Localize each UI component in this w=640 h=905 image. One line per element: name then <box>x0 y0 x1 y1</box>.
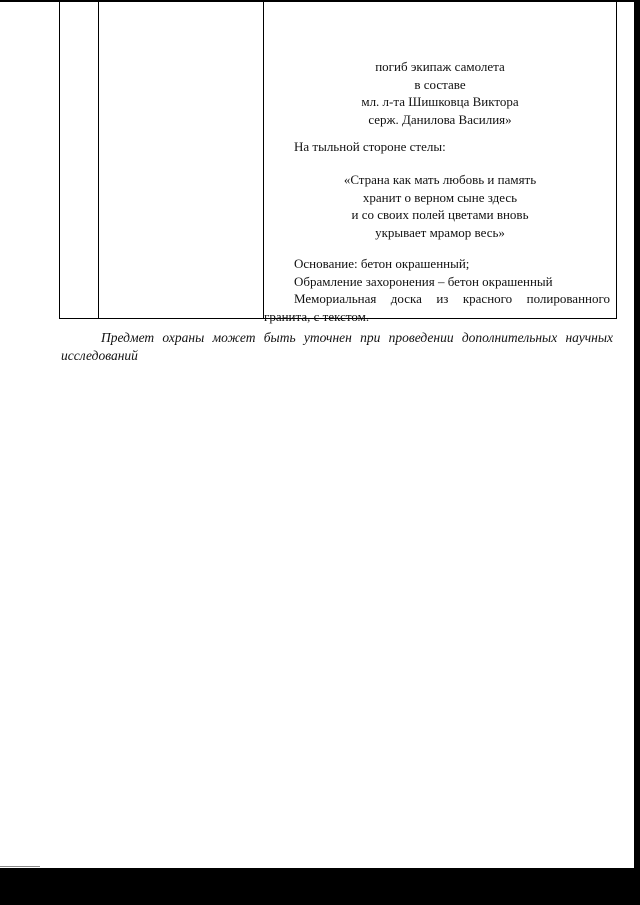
plaque-description-continued: гранита, с текстом. <box>264 308 370 324</box>
burial-framing: Обрамление захоронения – бетон окрашенный <box>294 273 553 289</box>
inscription-line: в составе <box>414 76 466 92</box>
inscription-line: серж. Данилова Василия» <box>368 111 512 127</box>
inscription-line: мл. л-та Шишковца Виктора <box>361 94 519 109</box>
front-inscription <box>264 58 616 128</box>
poem-line: и со своих полей цветами вновь <box>351 207 529 222</box>
material-details <box>264 255 610 325</box>
monument-description-table <box>59 0 617 324</box>
poem-line: хранит о верном сыне здесь <box>362 189 518 205</box>
back-inscription-poem <box>264 171 616 241</box>
plaque-description: Мемориальная доска из красного полированного <box>294 291 610 306</box>
base-material: Основание: бетон окрашенный; <box>294 256 470 271</box>
description-cell <box>264 0 616 324</box>
protection-subject-note <box>61 329 613 365</box>
note-line: исследований <box>61 348 138 363</box>
back-side-label: На тыльной стороне стелы: <box>294 139 446 154</box>
note-line: Предмет охраны может быть уточнен при проведении дополнительных научных <box>101 330 613 345</box>
scan-border-right <box>634 0 640 870</box>
poem-line: укрывает мрамор весь» <box>375 224 505 240</box>
scan-artifact-line <box>0 866 40 867</box>
table-column-divider <box>98 0 99 318</box>
poem-line: «Страна как мать любовь и память <box>343 172 537 187</box>
inscription-line: погиб экипаж самолета <box>375 59 505 74</box>
scan-border-bottom <box>0 868 640 905</box>
